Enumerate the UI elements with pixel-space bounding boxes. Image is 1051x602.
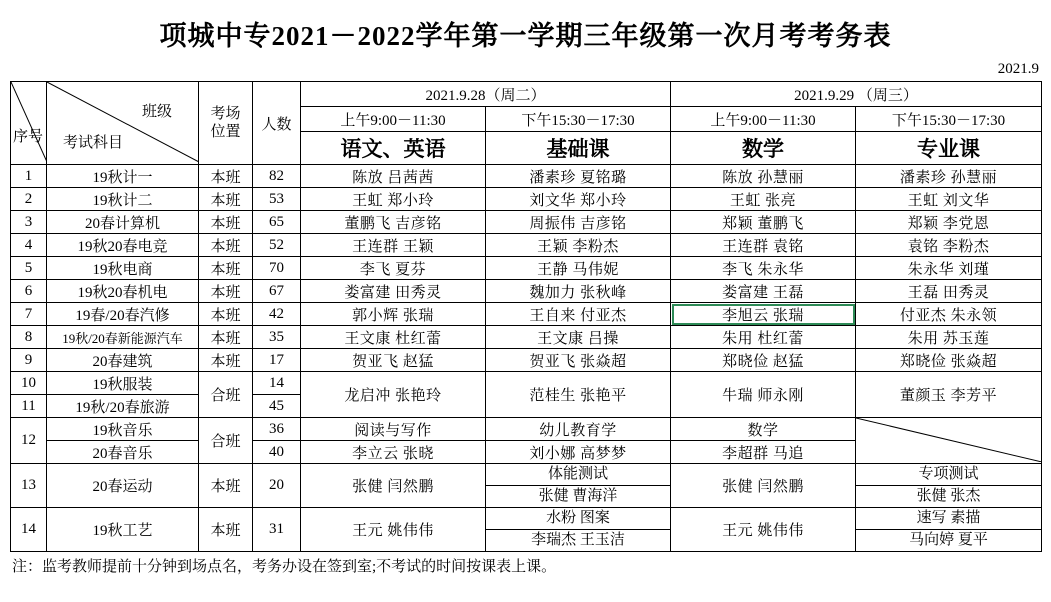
cell-day2-pm: 潘素珍 孙慧丽: [856, 165, 1042, 188]
row-seq: 6: [11, 280, 47, 303]
table-row: [11, 257, 1042, 280]
day1-am-time: 上午9:00－11:30: [301, 107, 486, 132]
page-title: 项城中专2021－2022学年第一学期三年级第一次月考考务表: [159, 21, 892, 51]
row-count: 17: [253, 349, 301, 372]
col-subject-label: 考试科目: [63, 135, 124, 151]
cell-day2-am: 王元 姚伟伟: [671, 508, 856, 552]
cell-day1-am: 王虹 郑小玲: [301, 188, 486, 211]
cell-day2-am: 娄富建 王磊: [671, 280, 856, 303]
cell-day2-pm: 郑颖 李党恩: [856, 211, 1042, 234]
cell-day1-pm: 王静 马伟妮: [486, 257, 671, 280]
cell-day1-pm: 王自来 付亚杰: [486, 303, 671, 326]
cell-day1-am: 龙启冲 张艳玲: [301, 372, 486, 418]
subject-label: 体能测试: [486, 464, 670, 486]
cell-day1-pm: 贺亚飞 张焱超: [486, 349, 671, 372]
cell-day1-pm: 刘小娜 高梦梦: [486, 441, 671, 464]
corner-header-cell: [11, 82, 47, 165]
teacher-label: 李瑞杰 王玉洁: [531, 532, 625, 548]
row-count: 31: [253, 508, 301, 552]
cell-day1-am: 董鹏飞 吉彦铭: [301, 211, 486, 234]
cell-day1-pm: 王颖 李粉杰: [486, 234, 671, 257]
cell-day2-pm-stacked: [856, 464, 1042, 508]
row-seq: 4: [11, 234, 47, 257]
cell-day2-pm-stacked: [856, 508, 1042, 552]
cell-day2-am-subject: 数学: [671, 418, 856, 441]
row-count: 36: [253, 418, 301, 441]
table-row: [11, 372, 1042, 395]
footer-note: 注：监考教师提前十分钟到场点名，考务办设在签到室;不考试的时间按课表上课。: [12, 559, 557, 575]
cell-day2-am: 牛瑞 师永刚: [671, 372, 856, 418]
col-class-label: 班级: [141, 104, 172, 120]
row-room: 本班: [199, 280, 253, 303]
row-class: 19秋/20春新能源汽车: [47, 326, 199, 349]
col-count-header: 人数: [253, 82, 301, 165]
table-row: [11, 188, 1042, 211]
cell-day2-pm: 朱用 苏玉莲: [856, 326, 1042, 349]
cell-day1-am: 贺亚飞 赵猛: [301, 349, 486, 372]
row-seq: 2: [11, 188, 47, 211]
teacher-label: 张健 曹海洋: [538, 488, 618, 504]
row-room: 本班: [199, 165, 253, 188]
cell-day1-pm: 刘文华 郑小玲: [486, 188, 671, 211]
cell-day2-pm: 董颜玉 李芳平: [856, 372, 1042, 418]
row-count: 14: [253, 372, 301, 395]
row-room: 本班: [199, 349, 253, 372]
row-count: 65: [253, 211, 301, 234]
cell-day1-am: 陈放 吕茜茜: [301, 165, 486, 188]
row-count: 52: [253, 234, 301, 257]
cell-day1-am: 李飞 夏芬: [301, 257, 486, 280]
col-room-header: 考场 位置: [199, 82, 253, 165]
table-row: [11, 418, 1042, 441]
cell-day1-am: 张健 闫然鹏: [301, 464, 486, 508]
teacher-label: 张健 张杰: [916, 488, 981, 504]
cell-day2-pm: 王虹 刘文华: [856, 188, 1042, 211]
header-row-dates: [11, 82, 1042, 107]
row-class: 20春计算机: [47, 211, 199, 234]
row-count: 42: [253, 303, 301, 326]
cell-day2-pm: 郑晓俭 张焱超: [856, 349, 1042, 372]
cell-day2-am: 张健 闫然鹏: [671, 464, 856, 508]
day1-pm-time: 下午15:30－17:30: [486, 107, 671, 132]
row-room: 本班: [199, 508, 253, 552]
cell-day1-am: 郭小辉 张瑞: [301, 303, 486, 326]
cell-day1-pm-subject: 幼儿教育学: [486, 418, 671, 441]
table-row: [11, 508, 1042, 552]
row-class: 20春建筑: [47, 349, 199, 372]
cell-day1-pm: 魏加力 张秋峰: [486, 280, 671, 303]
teacher-label: 马向婷 夏平: [909, 532, 988, 548]
table-row: [11, 234, 1042, 257]
cell-day1-am-subject: 阅读与写作: [301, 418, 486, 441]
row-class: 20春运动: [47, 464, 199, 508]
cell-day1-pm-stacked: [486, 508, 671, 552]
cell-day2-am-highlighted: 李旭云 张瑞: [671, 303, 856, 326]
cell-day1-am: 王元 姚伟伟: [301, 508, 486, 552]
row-count: 67: [253, 280, 301, 303]
row-seq: 13: [11, 464, 47, 508]
row-room: 本班: [199, 257, 253, 280]
row-class: 19秋电商: [47, 257, 199, 280]
cell-day2-pm: 朱永华 刘瑾: [856, 257, 1042, 280]
row-count: 35: [253, 326, 301, 349]
row-room: 本班: [199, 326, 253, 349]
cell-day1-pm: 范桂生 张艳平: [486, 372, 671, 418]
cell-day1-am: 娄富建 田秀灵: [301, 280, 486, 303]
row-count: 40: [253, 441, 301, 464]
document-date: 2021.9: [997, 61, 1039, 77]
cell-day2-am: 王虹 张亮: [671, 188, 856, 211]
row-room: 本班: [199, 188, 253, 211]
cell-day1-pm: 潘素珍 夏铭璐: [486, 165, 671, 188]
day2-am-time: 上午9:00－11:30: [671, 107, 856, 132]
row-class: 19秋音乐: [47, 418, 199, 441]
table-row: [11, 211, 1042, 234]
subject-label: 水粉 图案: [486, 508, 670, 530]
row-seq: 9: [11, 349, 47, 372]
row-class: 19秋20春电竞: [47, 234, 199, 257]
cell-day2-am: 朱用 杜红蕾: [671, 326, 856, 349]
row-class: 20春音乐: [47, 441, 199, 464]
row-seq: 1: [11, 165, 47, 188]
cell-day1-pm: 王文康 吕操: [486, 326, 671, 349]
cell-day1-am: 李立云 张晓: [301, 441, 486, 464]
table-row: [11, 464, 1042, 508]
row-count: 82: [253, 165, 301, 188]
table-row: [11, 165, 1042, 188]
row-count: 70: [253, 257, 301, 280]
row-room: 本班: [199, 303, 253, 326]
table-row: [11, 326, 1042, 349]
row-class: 19春/20春汽修: [47, 303, 199, 326]
row-count: 53: [253, 188, 301, 211]
cell-day2-pm-empty: [856, 418, 1042, 464]
day2-pm-time: 下午15:30－17:30: [856, 107, 1042, 132]
table-row: [11, 280, 1042, 303]
row-class: 19秋20春机电: [47, 280, 199, 303]
subject-1: 语文、英语: [301, 132, 486, 165]
day2-header: 2021.9.29 （周三）: [671, 82, 1042, 107]
row-seq: 8: [11, 326, 47, 349]
cell-day2-am: 王连群 袁铭: [671, 234, 856, 257]
row-class: 19秋计二: [47, 188, 199, 211]
row-room: 合班: [199, 372, 253, 418]
row-seq: 3: [11, 211, 47, 234]
row-room: 合班: [199, 418, 253, 464]
col-seq-label: 序号: [13, 129, 44, 145]
row-seq: 10: [11, 372, 47, 395]
row-class: 19秋计一: [47, 165, 199, 188]
row-count: 20: [253, 464, 301, 508]
row-class: 19秋服装: [47, 372, 199, 395]
cell-day2-am: 郑晓俭 赵猛: [671, 349, 856, 372]
row-seq: 12: [11, 418, 47, 464]
cell-day2-pm: 王磊 田秀灵: [856, 280, 1042, 303]
row-room: 本班: [199, 464, 253, 508]
cell-day1-am: 王文康 杜红蕾: [301, 326, 486, 349]
row-seq: 11: [11, 395, 47, 418]
class-subject-header-cell: [47, 82, 199, 165]
cell-day2-am: 李飞 朱永华: [671, 257, 856, 280]
table-row: [11, 303, 1042, 326]
row-class: 19秋/20春旅游: [47, 395, 199, 418]
row-seq: 7: [11, 303, 47, 326]
cell-day2-am: 李超群 马追: [671, 441, 856, 464]
cell-day1-pm-stacked: [486, 464, 671, 508]
row-seq: 5: [11, 257, 47, 280]
schedule-table: [10, 81, 1042, 552]
subject-label: 专项测试: [856, 464, 1041, 486]
subject-3: 数学: [671, 132, 856, 165]
day1-header: 2021.9.28（周二）: [301, 82, 671, 107]
cell-day2-pm: 付亚杰 朱永领: [856, 303, 1042, 326]
cell-day1-am: 王连群 王颖: [301, 234, 486, 257]
table-row: [11, 349, 1042, 372]
cell-day2-am: 陈放 孙慧丽: [671, 165, 856, 188]
cell-day2-pm: 袁铭 李粉杰: [856, 234, 1042, 257]
row-seq: 14: [11, 508, 47, 552]
row-count: 45: [253, 395, 301, 418]
subject-label: 速写 素描: [856, 508, 1041, 530]
row-room: 本班: [199, 211, 253, 234]
subject-4: 专业课: [856, 132, 1042, 165]
subject-2: 基础课: [486, 132, 671, 165]
cell-day1-pm: 周振伟 吉彦铭: [486, 211, 671, 234]
cell-day2-am: 郑颖 董鹏飞: [671, 211, 856, 234]
row-class: 19秋工艺: [47, 508, 199, 552]
row-room: 本班: [199, 234, 253, 257]
